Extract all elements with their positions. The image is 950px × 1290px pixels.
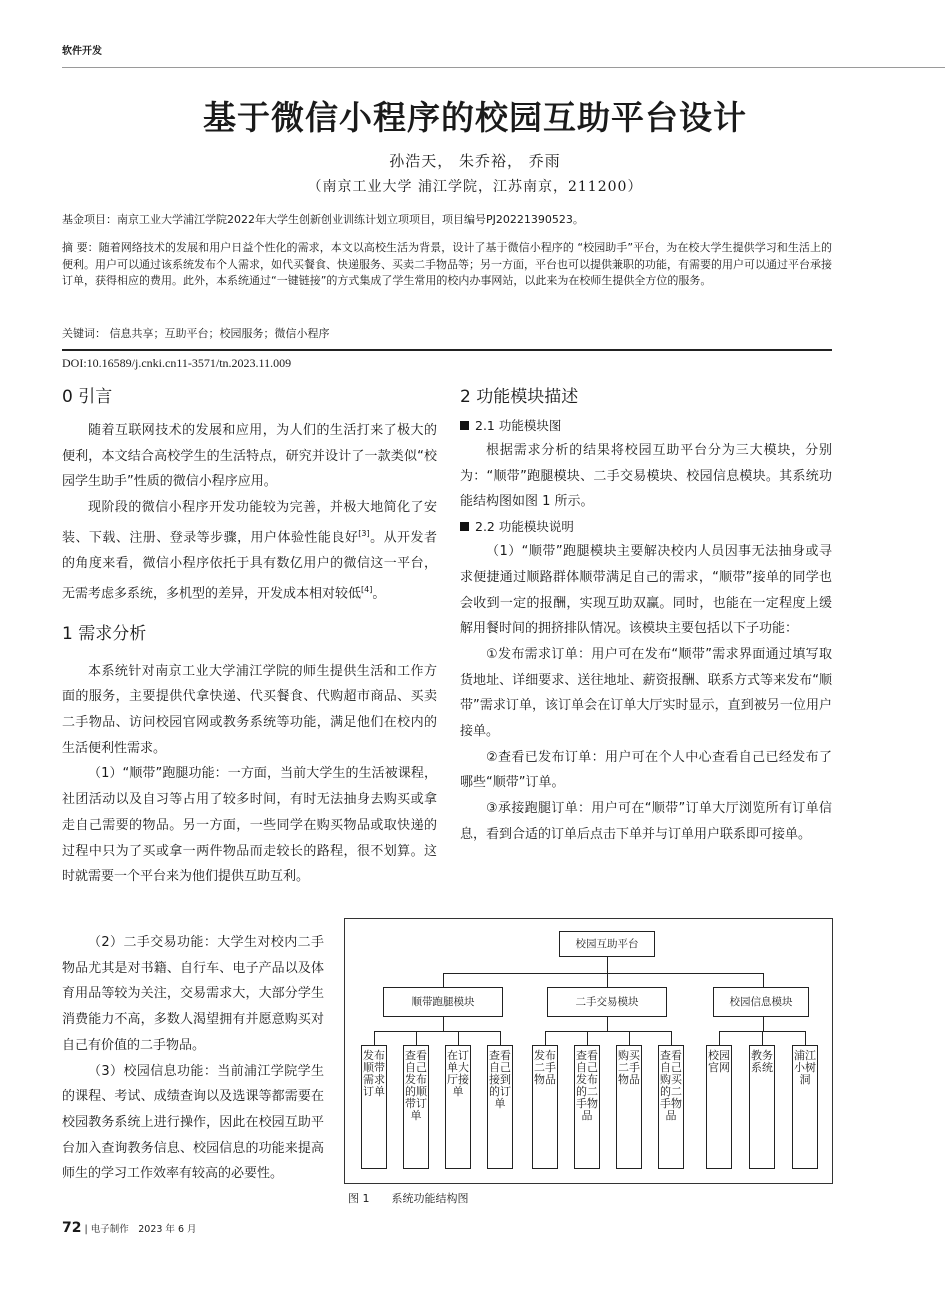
diagram-root: 校园互助平台 xyxy=(559,931,655,957)
square-bullet-icon xyxy=(460,421,469,430)
citation: [4] xyxy=(361,584,373,594)
fund-note: 基金项目：南京工业大学浦江学院2022年大学生创新创业训练计划立项项目，项目编号PJ20221390523。 xyxy=(62,213,584,226)
left-column-wrap xyxy=(62,930,324,1187)
affiliation: （南京工业大学 浦江学院，江苏南京，211200） xyxy=(307,179,643,195)
module-box: 顺带跑腿模块 xyxy=(383,987,503,1017)
paragraph: ②查看已发布订单：用户可在个人中心查看自己已经发布了哪些“顺带”订单。 xyxy=(460,749,832,791)
heading-intro: 0 引言 xyxy=(62,387,113,407)
module-box: 校园信息模块 xyxy=(713,987,809,1017)
paragraph: （1）“顺带”跑腿功能：一方面，当前大学生的生活被课程，社团活动以及自习等占用了较多时间，有时无法抽身去购买或拿走自己需要的物品。另一方面，一些同学在购买物品或取快递的过程中只为了买或拿一两件物品而走较长的路程，很不划算。这时就需要一个平台来为他们提供互助互利。 xyxy=(62,766,437,885)
authors: 孙浩天， 朱乔裕， 乔雨 xyxy=(389,152,561,170)
subheading-22: 2.2 功能模块说明 xyxy=(460,515,832,539)
paragraph: ③承接跑腿订单：用户可在“顺带”订单大厅浏览所有订单信息，看到合适的订单后点击下单并与订单用户联系即可接单。 xyxy=(460,801,832,842)
heading-modules: 2 功能模块描述 xyxy=(460,387,579,407)
leaf-box: 校园官网 xyxy=(706,1045,732,1169)
paragraph: （2）二手交易功能：大学生对校内二手物品尤其是对书籍、自行车、电子产品以及体育用品等较为关注，交易需求大，大部分学生消费能力不高，多数人渴望拥有并愿意购买对自己有价值的二手物品。 xyxy=(62,935,324,1053)
right-column xyxy=(460,384,832,848)
heading-requirements: 1 需求分析 xyxy=(62,623,147,644)
doi: DOI:10.16589/j.cnki.cn11-3571/tn.2023.11.009 xyxy=(62,356,292,370)
figure-caption: 图 1 系统功能结构图 xyxy=(348,1192,469,1205)
abstract: 摘 要：随着网络技术的发展和用户日益个性化的需求，本文以高校生活为背景，设计了基于微信小程序的 “校园助手”平台，为在校大学生提供学习和生活上的便利。用户可以通过该系统发布个人需求，如代买餐食、快递服务、买卖二手物品等；另一方面，平台也可以提供兼职的功能，有需要的用户可以通过平台承接订单，获得相应的费用。此外，本系统通过“一键链接”的方式集成了学生常用的校内办事网站，以此来为在校师生提供全方位的服务。 xyxy=(62,241,832,287)
paragraph: （1）“顺带”跑腿模块主要解决校内人员因事无法抽身或寻求便捷通过顺路群体顺带满足自己的需求，“顺带”接单的同学也会收到一定的报酬，实现互助双赢。同时，也能在一定程度上缓解用餐时间的拥挤排队情况。该模块主要包括以下子功能： xyxy=(460,544,832,637)
leaf-box: 在订单大厅接单 xyxy=(445,1045,471,1169)
paragraph: 本系统针对南京工业大学浦江学院的师生提供生活和工作方面的服务，主要提供代拿快递、代买餐食、代购超市商品、买卖二手物品、访问校园官网或教务系统等功能，满足他们在校内的生活便利性需求。 xyxy=(62,663,437,756)
subheading-21: 2.1 功能模块图 xyxy=(460,414,832,438)
keywords: 关键词： 信息共享；互助平台；校园服务；微信小程序 xyxy=(62,327,330,340)
paragraph: （3）校园信息功能：当前浦江学院学生的课程、考试、成绩查询以及选课等都需要在校园教务系统上进行操作，因此在校园互助平台加入查询教务信息、校园信息的功能来提高师生的学习工作效率有较高的必要性。 xyxy=(62,1063,324,1182)
leaf-box: 发布二手物品 xyxy=(532,1045,558,1169)
citation: [3] xyxy=(358,528,370,538)
page-footer: 72 | 电子制作 2023 年 6 月 xyxy=(62,1220,197,1236)
leaf-box: 购买二手物品 xyxy=(616,1045,642,1169)
paragraph: 根据需求分析的结果将校园互助平台分为三大模块，分别为：“顺带”跑腿模块、二手交易模块、校园信息模块。其系统功能结构图如图 1 所示。 xyxy=(460,443,832,510)
page-number: 72 xyxy=(62,1220,82,1236)
leaf-box: 发布顺带需求订单 xyxy=(361,1045,387,1169)
square-bullet-icon xyxy=(460,522,469,531)
header-rule xyxy=(62,67,945,68)
leaf-box: 教务系统 xyxy=(749,1045,775,1169)
paragraph: ①发布需求订单：用户可在发布“顺带”需求界面通过填写取货地址、详细要求、送往地址、薪资报酬、联系方式等来发布“顺带”需求订单，该订单会在订单大厅实时显示，直到被另一位用户接单。 xyxy=(460,646,832,740)
leaf-box: 查看自己购买的二手物品 xyxy=(658,1045,684,1169)
paper-title: 基于微信小程序的校园互助平台设计 xyxy=(203,98,747,137)
system-structure-diagram xyxy=(344,918,833,1184)
leaf-box: 浦江小树洞 xyxy=(792,1045,818,1169)
leaf-box: 查看自己发布的顺带订单 xyxy=(403,1045,429,1169)
leaf-box: 查看自己接到的订单 xyxy=(487,1045,513,1169)
leaf-box: 查看自己发布的二手物品 xyxy=(574,1045,600,1169)
left-column xyxy=(62,384,437,890)
section-label: 软件开发 xyxy=(62,46,102,57)
paragraph: 随着互联网技术的发展和应用，为人们的生活打来了极大的便利，本文结合高校学生的生活特点，研究并设计了一款类似“校园学生助手”性质的微信小程序应用。 xyxy=(62,423,437,490)
doi-rule xyxy=(62,349,832,351)
module-box: 二手交易模块 xyxy=(547,987,667,1017)
paragraph: 现阶段的微信小程序开发功能较为完善，并极大地简化了安装、下载、注册、登录等步骤，用户体验性能良好[3]。从开发者的角度来看，微信小程序依托于具有数亿用户的微信这一平台，无需考虑多系统，多机型的差异，开发成本相对较低[4]。 xyxy=(62,500,437,601)
journal-info: 电子制作 2023 年 6 月 xyxy=(90,1224,197,1235)
